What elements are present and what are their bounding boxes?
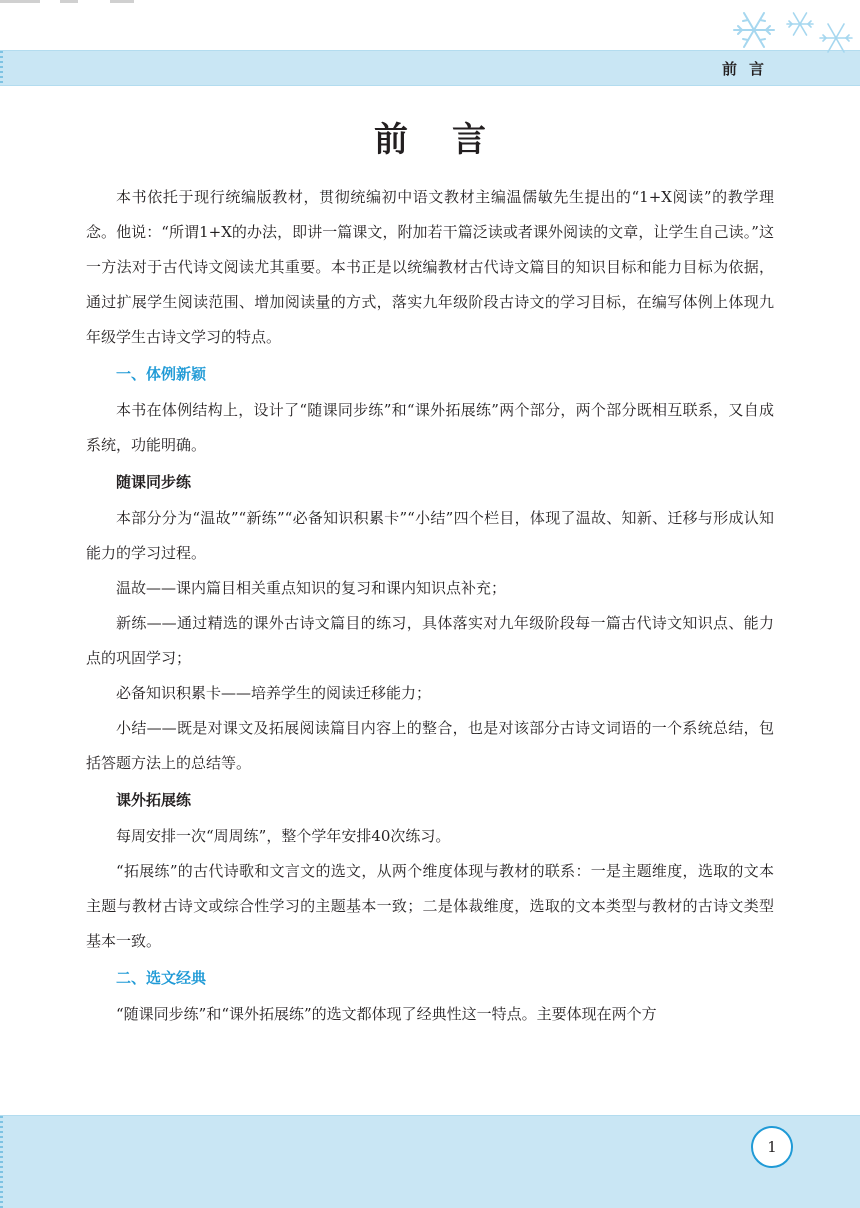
paragraph: 小结——既是对课文及拓展阅读篇目内容上的整合，也是对该部分古诗文词语的一个系统总结，包括答题方法上的总结等。	[86, 719, 774, 772]
header-band	[0, 50, 860, 86]
running-head: 前言	[721, 60, 776, 78]
paragraph: 本书在体例结构上，设计了“随课同步练”和“课外拓展练”两个部分，两个部分既相互联系，又自成系统，功能明确。	[86, 401, 774, 454]
paragraph: 本部分分为“温故”“新练”“必备知识积累卡”“小结”四个栏目，体现了温故、知新、迁移与形成认知能力的学习过程。	[86, 509, 774, 562]
subsection-heading-1: 随课同步练	[116, 473, 192, 491]
page-number: 1	[751, 1126, 793, 1168]
footer-band	[0, 1115, 860, 1208]
page-title: 前言	[374, 120, 530, 160]
section-heading-2: 二、选文经典	[116, 969, 207, 987]
section-heading-1: 一、体例新颖	[116, 365, 207, 383]
paragraph: 新练——通过精选的课外古诗文篇目的练习，具体落实对九年级阶段每一篇古代诗文知识点、能力点的巩固学习；	[86, 614, 774, 667]
paragraph: “拓展练”的古代诗歌和文言文的选文，从两个维度体现与教材的联系：一是主题维度，选取的文本主题与教材古诗文或综合性学习的主题基本一致；二是体裁维度，选取的文本类型与教材的古诗文类型基本一致。	[86, 862, 774, 950]
crop-marks	[0, 0, 140, 8]
paragraph: 必备知识积累卡——培养学生的阅读迁移能力；	[116, 684, 432, 702]
snowflake-icon	[712, 6, 860, 54]
paragraph: 温故——课内篇目相关重点知识的复习和课内知识点补充；	[116, 579, 507, 597]
subsection-heading-2: 课外拓展练	[116, 791, 192, 809]
paragraph: 每周安排一次“周周练”，整个学年安排40次练习。	[116, 827, 451, 845]
body-text	[86, 180, 774, 1032]
paragraph: “随课同步练”和“课外拓展练”的选文都体现了经典性这一特点。主要体现在两个方	[116, 1005, 657, 1023]
intro-paragraph: 本书依托于现行统编版教材，贯彻统编初中语文教材主编温儒敏先生提出的“1+X阅读”的教学理念。他说：“所谓1+X的办法，即讲一篇课文，附加若干篇泛读或者课外阅读的文章，让学生自己读。”这一方法对于古代诗文阅读尤其重要。本书正是以统编教材古代诗文篇目的知识目标和能力目标为依据，通过扩展学生阅读范围、增加阅读量的方式，落实九年级阶段古诗文的学习目标，在编写体例上体现九年级学生古诗文学习的特点。	[86, 188, 774, 346]
